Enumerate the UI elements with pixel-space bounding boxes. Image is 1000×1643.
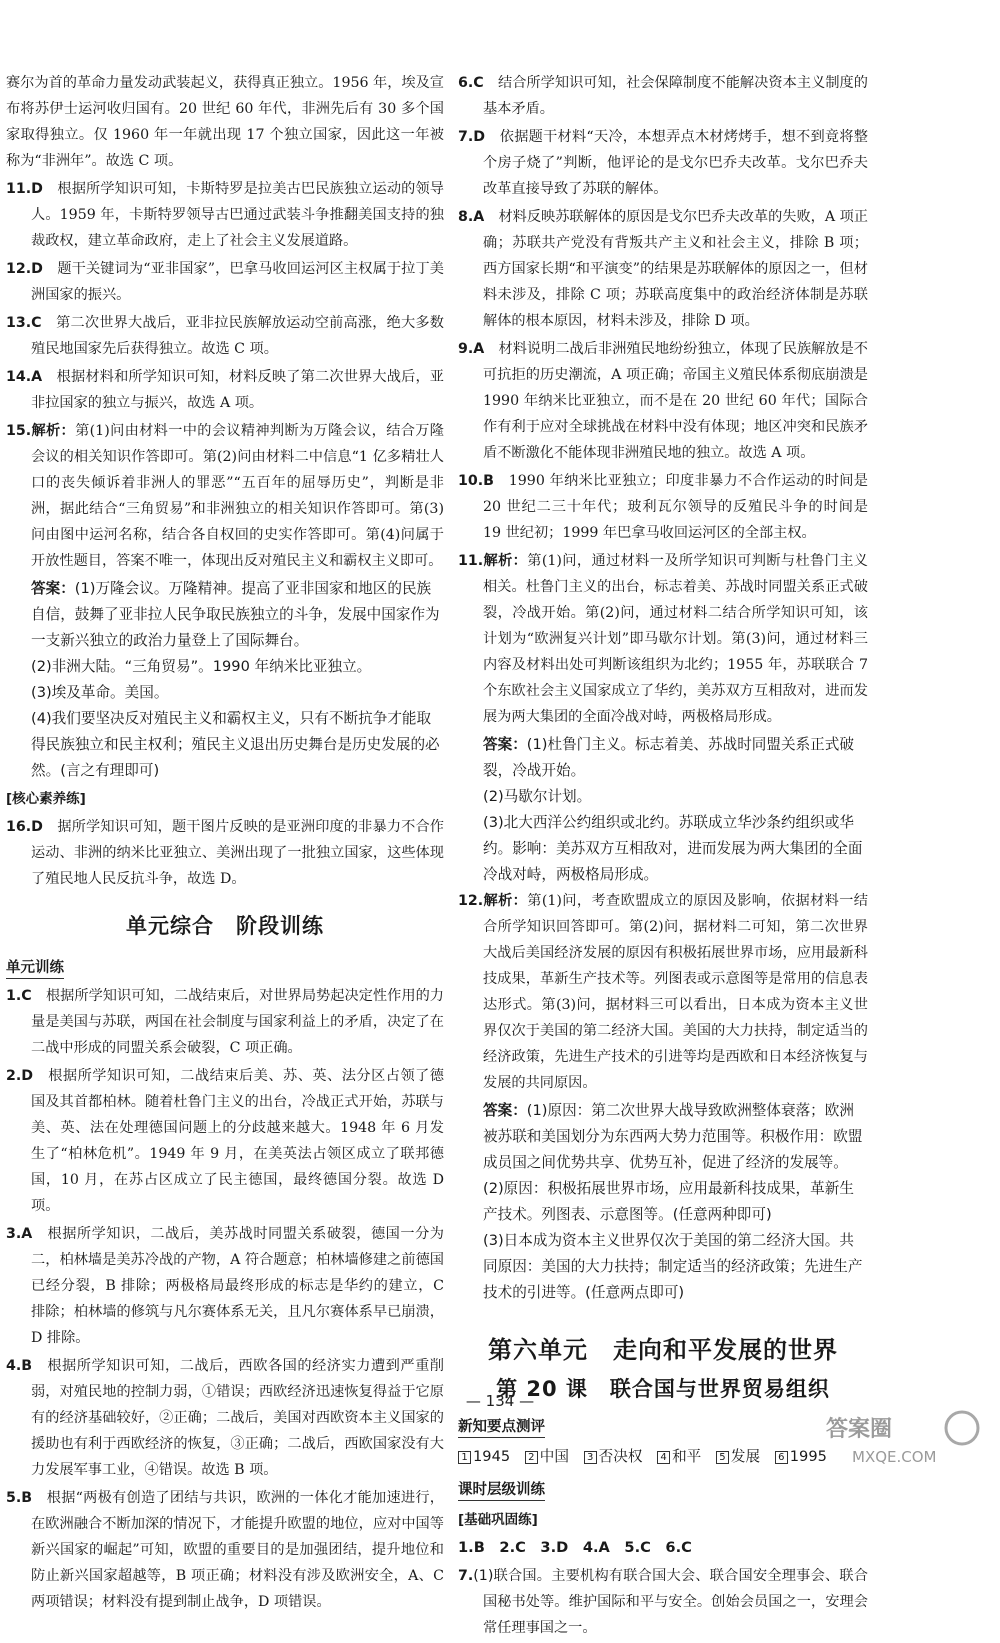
blank-answer-4 — [657, 1448, 701, 1465]
answer-text: (1)联合国。主要机构有联合国大会、联合国安全理事会、联合国秘书处等。维护国际和平与安全。创始会员国之一，安理会常任理事国之一。 — [473, 1568, 868, 1636]
blank-answer-1 — [458, 1448, 510, 1465]
blank-answer-3 — [584, 1448, 643, 1465]
unit-answer-3 — [6, 1221, 444, 1351]
answer-number: 4.B — [6, 1358, 33, 1374]
unit-answer-10 — [458, 468, 868, 546]
unit-answer-9 — [458, 336, 868, 466]
answer-item-14 — [6, 364, 444, 416]
blank-text: 中国 — [539, 1448, 569, 1465]
answer-block-12 — [458, 1098, 868, 1306]
answer-item-11 — [6, 176, 444, 254]
answer-text: 材料反映苏联解体的原因是戈尔巴乔夫改革的失败，A 项正确；苏联共产党没有背叛共产主义和社会主义，排除 B 项；西方国家长期“和平演变”的结果是苏联解体的原因之一，但材料未涉及，排除 C 项；苏联高度集中的政治经济体制是苏联解体的根本原因，材料未涉及，排除 D 项。 — [483, 209, 868, 329]
unit-answer-7 — [458, 124, 868, 202]
blank-answers — [458, 1444, 868, 1470]
answer-text: 根据所学知识可知，二战结束后美、苏、英、法分区占领了德国及其首都柏林。随着杜鲁门主义的出台，冷战正式开始，苏联与美、英、法在处理德国问题上的分歧越来越大。1948 年 6 月发生了“柏林危机”。1949 年 9 月，在美英法占领区成立了联邦德国，10 月，在苏占区成立了民主德国，最终德国分裂。故选 D 项。 — [31, 1068, 444, 1214]
answer-line — [6, 576, 444, 654]
watermark-url: MXQE.COM — [852, 1448, 937, 1466]
answer-line: (2)非洲大陆。“三角贸易”。1990 年纳米比亚独立。 — [31, 658, 372, 675]
blank-text: 发展 — [730, 1448, 761, 1465]
answer-number: 16.D — [6, 819, 43, 835]
answer-line — [458, 1098, 868, 1176]
blank-number: 5 — [716, 1451, 729, 1464]
blank-text: 1995 — [789, 1448, 827, 1465]
answer-item-12 — [6, 256, 444, 308]
answer-block-11 — [458, 732, 868, 888]
unit-answer-5 — [6, 1485, 444, 1615]
answer-number: 15. — [6, 423, 32, 439]
analysis-label: 解析： — [483, 893, 528, 909]
answer-text: (1)原因：第二次世界大战导致欧洲整体衰落；欧洲被苏联和美国划分为东西两大势力范围等。积极作用：欧盟成员国之间优势共享、优势互补，促进了经济的发展等。 — [483, 1102, 863, 1171]
watermark-text: 答案圈 — [826, 1417, 893, 1442]
answer-text: 第(1)问，通过材料一及所学知识可判断与杜鲁门主义相关。杜鲁门主义的出台，标志着美、苏战时同盟关系正式破裂，冷战开始。第(2)问，通过材料二结合所学知识可知，该计划为“欧洲复兴计划”即马歇尔计划。第(3)问，通过材料三内容及材料出处可判断该组织为北约；1955 年，苏联联合 7 个东欧社会主义国家成立了华约，美苏双方互相敌对，进而发展为两大集团的全面冷战对峙，两极格局形成。 — [483, 553, 868, 725]
answer-text: 依据题干材料“天冷，本想弄点木材烤烤手，想不到竟将整个房子烧了”判断，他评论的是戈尔巴乔夫改革。戈尔巴乔夫改革直接导致了苏联的解体。 — [483, 129, 868, 197]
answer-number: 7.D — [458, 129, 486, 145]
unit-summary-title: 单元综合 阶段训练 — [126, 914, 324, 938]
answer-line: (4)我们要坚决反对殖民主义和霸权主义，只有不断抗争才能取得民族独立和民主权利；殖民主义退出历史舞台是历史发展的必然。(言之有理即可) — [31, 710, 440, 779]
answer-text: 第二次世界大战后，亚非拉民族解放运动空前高涨，绝大多数殖民地国家先后获得独立。故选 C 项。 — [31, 315, 444, 357]
answer-block-15 — [6, 576, 444, 784]
answer-text: 第(1)问由材料一中的会议精神判断为万隆会议，结合万隆会议的相关知识作答即可。第(2)问由材料二中信息“1 亿多精壮人口的丧失倾诉着非洲人的罪恶”“五百年的屈辱历史”，判断是非洲，据此结合“三角贸易”和非洲独立的相关知识作答即可。第(3)问由图中运河名称，结合各自权回的史实作答即可。第(4)问属于开放性题目，答案不唯一，体现出反对殖民主义和霸权主义即可。 — [31, 423, 444, 569]
answer-label: 答案： — [31, 580, 75, 597]
answer-number: 5.B — [6, 1490, 33, 1506]
answer-text: 根据“两极有创造了团结与共识，欧洲的一体化才能加速进行，在欧洲融合不断加深的情况下，才能提升欧盟的地位，应对中国等新兴国家的崛起”可知，欧盟的重要目的是加强团结，提升地位和防止新兴国家超越等，B 项正确；材料没有涉及欧洲安全，A、C 两项错误；材料没有提到制止战争，D 项错误。 — [31, 1490, 444, 1610]
blank-answer-5 — [716, 1448, 760, 1465]
page-number: — 134 — — [465, 1392, 535, 1410]
answer-line: (2)原因：积极拓展世界市场，应用最新科技成果，革新生产技术。列图表、示意图等。(任意两种即可) — [483, 1180, 854, 1223]
unit-answer-8 — [458, 204, 868, 334]
unit-answer-11 — [458, 548, 868, 730]
left-column — [6, 70, 444, 1617]
blank-text: 否决权 — [598, 1448, 643, 1465]
continued-answer — [6, 70, 444, 174]
section-tag-basic: [基础巩固练] — [458, 1512, 538, 1528]
unit-training-heading: 单元训练 — [6, 956, 64, 979]
answer-number: 12.D — [6, 261, 43, 277]
blank-text: 和平 — [672, 1448, 702, 1465]
answer-text: 1990 年纳米比亚独立；印度非暴力不合作运动的时间是 20 世纪二三十年代；玻利瓦尔领导的反殖民斗争的时间是 19 世纪初；1999 年巴拿马收回运河区的全部主权。 — [483, 473, 868, 541]
answer-number: 8.A — [458, 209, 485, 225]
unit-answer-4 — [6, 1353, 444, 1483]
answer-text: 材料说明二战后非洲殖民地纷纷独立，体现了民族解放是不可抗拒的历史潮流，A 项正确；帝国主义殖民体系彻底崩溃是 1990 年纳米比亚独立，而不是在 20 世纪 60 年代；国际合作有利于应对全球挑战在材料中没有体现；地区冲突和民族矛盾不断激化不能体现非洲殖民地的独立。故选 A 项。 — [483, 341, 868, 461]
analysis-label: 解析： — [483, 553, 528, 569]
answer-line — [458, 732, 868, 784]
answer-number: 2.D — [6, 1068, 34, 1084]
answer-number: 11. — [458, 553, 484, 569]
answer-line: (3)埃及革命。美国。 — [31, 684, 169, 701]
answer-item-13 — [6, 310, 444, 362]
blank-number: 4 — [657, 1451, 670, 1464]
blank-answer-2 — [525, 1448, 569, 1465]
answer-text: 第(1)问，考查欧盟成立的原因及影响，依据材料一结合所学知识回答即可。第(2)问，据材料二可知，第二次世界大战后美国经济发展的原因有积极拓展世界市场，应用最新科技成果，革新生产技术等。列图表或示意图等是常用的信息表达形式。第(3)问，据材料三可以看出，日本成为资本主义世界仅次于美国的第二经济大国。美国的大力扶持，制定适当的经济政策，先进生产技术的引进等均是西欧和日本经济恢复与发展的共同原因。 — [483, 893, 868, 1091]
answer-number: 9.A — [458, 341, 485, 357]
answer-text: 根据材料和所学知识可知，材料反映了第二次世界大战后，亚非拉国家的独立与振兴，故选 A 项。 — [31, 369, 444, 411]
blank-number: 2 — [525, 1451, 538, 1464]
answer-line: (2)马歇尔计划。 — [483, 788, 592, 805]
answer-number: 12. — [458, 893, 484, 909]
answer-number: 7. — [458, 1568, 474, 1584]
unit-answer-1 — [6, 983, 444, 1061]
answer-text: (1)万隆会议。万隆精神。提高了亚非国家和地区的民族自信，鼓舞了亚非拉人民争取民族独立的斗争，发展中国家作为一支新兴独立的政治力量登上了国际舞台。 — [31, 580, 440, 649]
answer-text: 根据所学知识可知，二战后，西欧各国的经济实力遭到严重削弱，对殖民地的控制力弱，①错误；西欧经济迅速恢复得益于它原有的经济基础较好，②正确；二战后，美国对西欧资本主义国家的援助也有利于西欧经济的恢复，③正确；二战后，西欧国家没有大力发展军事工业，④错误。故选 B 项。 — [31, 1358, 444, 1478]
answer-number: 1.C — [6, 988, 32, 1004]
unit-six-title: 第六单元 走向和平发展的世界 — [488, 1336, 838, 1364]
unit-answer-12 — [458, 888, 868, 1096]
answer-text: 根据所学知识可知，二战结束后，对世界局势起决定性作用的力量是美国与苏联，两国在社会制度与国家利益上的矛盾，决定了在二战中形成的同盟关系会破裂，C 项正确。 — [31, 988, 444, 1056]
blank-text: 1945 — [473, 1448, 511, 1465]
answer-label: 答案： — [483, 1102, 527, 1119]
answer-text: 根据所学知识可知，卡斯特罗是拉美古巴民族独立运动的领导人。1959 年，卡斯特罗领导古巴通过武装斗争推翻美国支持的独裁政权，建立革命政府，走上了社会主义发展道路。 — [31, 181, 444, 249]
blank-number: 3 — [584, 1451, 597, 1464]
lesson-20-title: 第 20 课 联合国与世界贸易组织 — [496, 1377, 830, 1401]
new-points-heading: 新知要点测评 — [458, 1415, 545, 1438]
answer-text: 结合所学知识可知，社会保障制度不能解决资本主义制度的基本矛盾。 — [483, 75, 868, 117]
answer-line: (3)日本成为资本主义世界仅次于美国的第二经济大国。共同原因：美国的大力扶持；制定适当的经济政策；先进生产技术的引进等。(任意两点即可) — [483, 1232, 863, 1301]
answer-text: 据所学知识可知，题干图片反映的是亚洲印度的非暴力不合作运动、非洲的纳米比亚独立、美洲出现了一批独立国家，这些体现了殖民地人民反抗斗争，故选 D。 — [31, 819, 444, 887]
unit-answer-6 — [458, 70, 868, 122]
answer-line: (3)北大西洋公约组织或北约。苏联成立华沙条约组织或华约。影响：美苏双方互相敌对，进而发展为两大集团的全面冷战对峙，两极格局形成。 — [483, 814, 863, 883]
answer-label: 答案： — [483, 736, 527, 753]
answer-number: 13.C — [6, 315, 42, 331]
answer-text: 赛尔为首的革命力量发动武装起义，获得真正独立。1956 年，埃及宣布将苏伊士运河收归国有。20 世纪 60 年代，非洲先后有 30 多个国家取得独立。仅 1960 年一年就出现 17 个独立国家，因此这一年被称为“非洲年”。故选 C 项。 — [6, 75, 444, 169]
answer-number: 14.A — [6, 369, 43, 385]
answer-number: 10.B — [458, 473, 494, 489]
answer-item-15 — [6, 418, 444, 574]
choice-answers: 1.B 2.C 3.D 4.A 5.C 6.C — [458, 1539, 692, 1556]
blank-number: 6 — [775, 1451, 788, 1464]
section-tag-core: [核心素养练] — [6, 791, 86, 807]
answer-text: (1)杜鲁门主义。标志着美、苏战时同盟关系正式破裂，冷战开始。 — [483, 736, 854, 779]
blank-number: 1 — [458, 1451, 471, 1464]
answer-item-16 — [6, 814, 444, 892]
answer-number: 11.D — [6, 181, 43, 197]
hierarchy-training-heading: 课时层级训练 — [458, 1478, 545, 1501]
unit-answer-2 — [6, 1063, 444, 1219]
analysis-label: 解析： — [31, 423, 76, 439]
answer-number: 6.C — [458, 75, 484, 91]
answer-number: 3.A — [6, 1226, 33, 1242]
answer-text: 题干关键词为“亚非国家”，巴拿马收回运河区主权属于拉丁美洲国家的振兴。 — [31, 261, 444, 303]
answer-text: 根据所学知识，二战后，美苏战时同盟关系破裂，德国一分为二，柏林墙是美苏冷战的产物，A 符合题意；柏林墙修建之前德国已经分裂，B 排除；两极格局最终形成的标志是华约的建立，C 排除；柏林墙的修筑与凡尔赛体系无关，且凡尔赛体系早已崩溃，D 排除。 — [31, 1226, 444, 1346]
lesson-answer-7 — [458, 1563, 868, 1641]
watermark-logo — [812, 1404, 998, 1468]
